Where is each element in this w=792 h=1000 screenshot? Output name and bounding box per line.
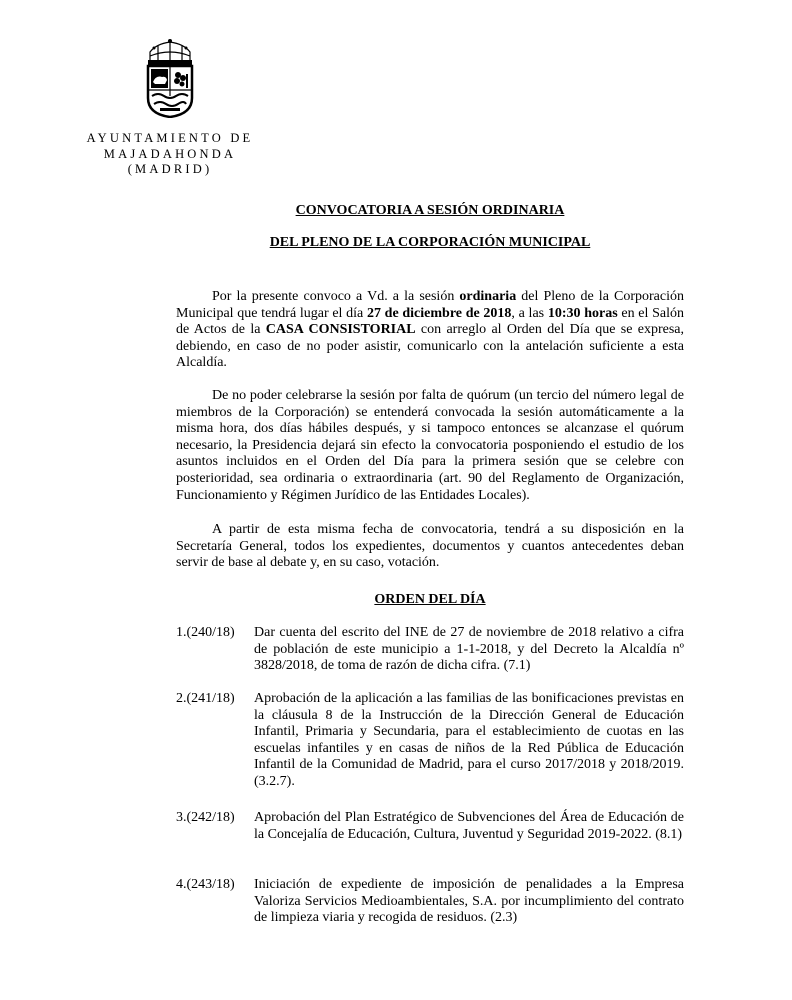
p1-text-4: en el Salón de Actos de la (176, 305, 684, 338)
p1-text-2: del Pleno de la Corporación Municipal que tendrá lugar el día (176, 289, 684, 321)
agenda-item-number: 1.(240/18) (176, 625, 235, 640)
document-title-line-2: DEL PLENO DE LA CORPORACIÓN MUNICIPAL (269, 235, 591, 250)
organization-name (70, 131, 270, 178)
agenda-item (176, 877, 684, 927)
p1-session-time: 10:30 horas (547, 305, 618, 321)
p1-session-type: ordinaria (459, 289, 517, 304)
p1-session-date: 27 de diciembre de 2018 (366, 305, 512, 321)
agenda-item (176, 625, 684, 675)
agenda-item-number: 3.(242/18) (176, 810, 235, 825)
document-title-line-1: CONVOCATORIA A SESIÓN ORDINARIA (295, 203, 565, 218)
org-line-3: (MADRID) (127, 162, 213, 176)
p1-text-1: Por la presente convoco a Vd. a la sesión (212, 289, 460, 304)
agenda-item-text: Iniciación de expediente de imposición de penalidades a la Empresa Valoriza Servicios Medioambientales, S.A. por incumplimiento del contrato de limpieza viaria y recogida de residuos. (2.3) (254, 877, 684, 926)
municipal-coat-of-arms-icon (142, 38, 198, 118)
agenda-item-text: Aprobación del Plan Estratégico de Subvenciones del Área de Educación de la Concejalía de Educación, Cultura, Juventud y Seguridad 2019-2022. (8.1) (254, 810, 684, 842)
agenda-heading: ORDEN DEL DÍA (374, 592, 486, 607)
p1-text-5: con arreglo al Orden del Día que se expresa, debiendo, en caso de no poder asistir, comunicarlo con la antelación suficiente a esta Alcaldía. (176, 322, 685, 371)
agenda-item-text: Dar cuenta del escrito del INE de 27 de noviembre de 2018 relativo a cifra de población de este municipio a 1-1-2018, y del Decreto la Alcaldía nº 3828/2018, de toma de razón de dicha cifra. (7.1) (254, 625, 684, 674)
paragraph-quorum: De no poder celebrarse la sesión por falta de quórum (un tercio del número legal de miembros de la Corporación) se entenderá convocada la sesión automáticamente a la misma hora, dos días hábiles después, y si tampoco entonces se alcanzase el quórum necesario, la Presidencia dejará sin efecto la convocatoria posponiendo el estudio de los asuntos incluidos en el Orden del Día para la primera sesión que se celebre con posterioridad, sea ordinaria o extraordinaria (art. 90 del Reglamento de Organización, Funcionamiento y Régimen Jurídico de las Entidades Locales). (176, 388, 684, 503)
agenda-item-text: Aprobación de la aplicación a las familias de las bonificaciones previstas en la cláusula 8 de la Instrucción de la Dirección General de Educación Infantil, Primaria y Secundaria, para el establecimiento de cuotas en las escuelas infantiles y en casas de niños de la Red Pública de Educación Infantil de la Comunidad de Madrid, para el curso 2017/2018 y 2018/2019. (3.2.7). (254, 691, 684, 789)
org-line-1: AYUNTAMIENTO DE (86, 131, 254, 145)
p1-text-3: , a las (511, 305, 548, 321)
agenda-item-number: 2.(241/18) (176, 691, 235, 706)
agenda-item (176, 691, 684, 791)
agenda-item-number: 4.(243/18) (176, 877, 235, 892)
agenda-item (176, 810, 684, 843)
paragraph-documents: A partir de esta misma fecha de convocatoria, tendrá a su disposición en la Secretaría General, todos los expedientes, documentos y cuantos antecedentes deban servir de base al debate y, en su caso, votación. (176, 522, 684, 571)
paragraph-convocation (176, 289, 684, 372)
p1-session-venue: CASA CONSISTORIAL (265, 322, 416, 338)
org-line-2: MAJADAHONDA (103, 146, 237, 161)
